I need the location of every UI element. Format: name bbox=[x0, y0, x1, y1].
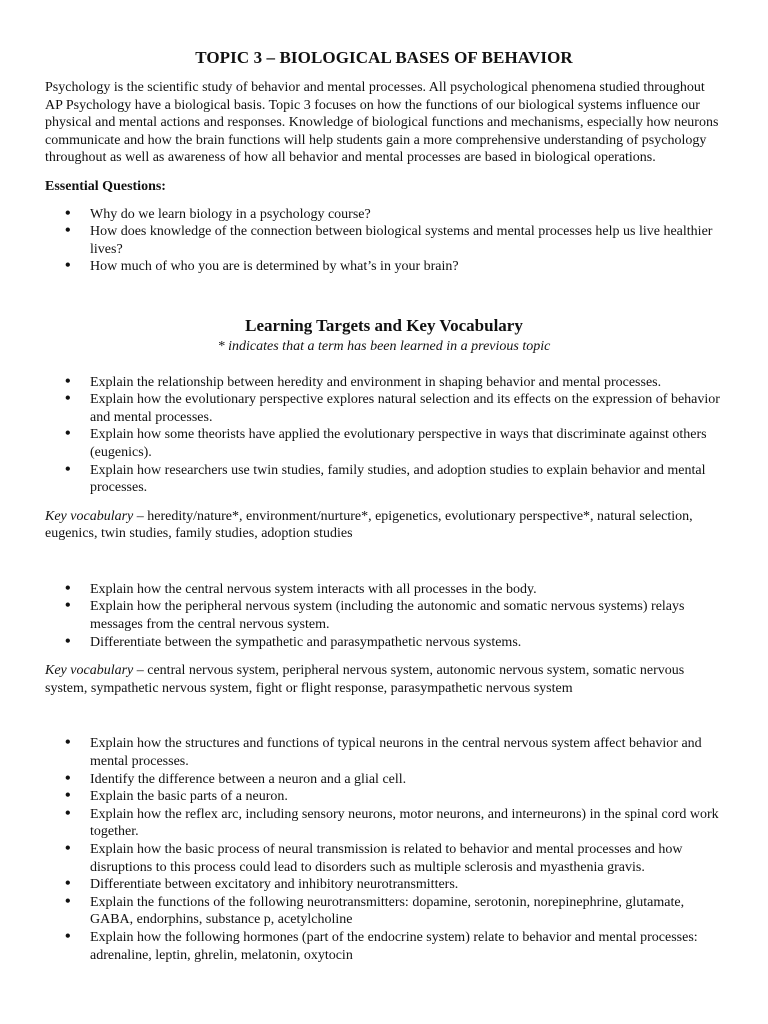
list-item: • Explain the relationship between heredity and environment in shaping behavior and mental processes. bbox=[45, 374, 723, 392]
list-item: • How much of who you are is determined by what’s in your brain? bbox=[45, 258, 723, 276]
list-item: • Explain the functions of the following neurotransmitters: dopamine, serotonin, norepinephrine, glutamate, GABA, endorphins, substance p, acetylcholine bbox=[45, 894, 723, 929]
key-vocabulary-terms: – central nervous system, peripheral nervous system, autonomic nervous system, somatic nervous system, sympathetic nervous system, fight or flight response, parasympathetic nervous system bbox=[45, 663, 685, 696]
learning-targets-list-3 bbox=[45, 735, 723, 964]
list-item: • Explain how the structures and functions of typical neurons in the central nervous system affect behavior and mental processes. bbox=[45, 735, 723, 770]
list-item: • Explain how the basic process of neural transmission is related to behavior and mental processes and how disruptions to this process could lead to disorders such as multiple sclerosis and myasthenia gravis. bbox=[45, 841, 723, 876]
list-item: • Explain how the reflex arc, including sensory neurons, motor neurons, and interneurons) in the spinal cord work together. bbox=[45, 806, 723, 841]
list-item: • Explain how some theorists have applied the evolutionary perspective in ways that discriminate against others (eugenics). bbox=[45, 426, 723, 461]
list-item: • Why do we learn biology in a psychology course? bbox=[45, 206, 723, 224]
essential-questions-heading: Essential Questions: bbox=[45, 178, 166, 194]
learning-targets-heading: Learning Targets and Key Vocabulary bbox=[245, 315, 523, 335]
learning-targets-list-2 bbox=[45, 581, 723, 651]
list-item: • Differentiate between the sympathetic and parasympathetic nervous systems. bbox=[45, 634, 723, 652]
key-vocabulary-terms: – heredity/nature*, environment/nurture*, epigenetics, evolutionary perspective*, natural selection, eugenics, twin studies, family studies, adoption studies bbox=[45, 508, 693, 542]
list-item: • Differentiate between excitatory and inhibitory neurotransmitters. bbox=[45, 876, 723, 894]
list-item: • How does knowledge of the connection between biological systems and mental processes help us live healthier lives? bbox=[45, 223, 723, 258]
list-item: • Explain how the central nervous system interacts with all processes in the body. bbox=[45, 581, 723, 599]
document-title: TOPIC 3 – BIOLOGICAL BASES OF BEHAVIOR bbox=[195, 48, 573, 67]
list-item: • Identify the difference between a neuron and a glial cell. bbox=[45, 771, 723, 789]
key-vocabulary-label: Key vocabulary bbox=[45, 508, 134, 524]
list-item: • Explain how the following hormones (part of the endocrine system) relate to behavior and mental processes: adrenaline, leptin, ghrelin, melatonin, oxytocin bbox=[45, 929, 723, 964]
key-vocabulary-2 bbox=[45, 662, 723, 697]
key-vocabulary-label: Key vocabulary bbox=[45, 663, 134, 679]
learning-targets-list-1 bbox=[45, 374, 723, 497]
previous-topic-note: * indicates that a term has been learned in a previous topic bbox=[217, 338, 551, 354]
list-item: • Explain the basic parts of a neuron. bbox=[45, 788, 723, 806]
intro-paragraph: Psychology is the scientific study of behavior and mental processes. All psychological phenomena studied throughout AP Psychology have a biological basis. Topic 3 focuses on how the functions of our biological systems influence our physical and mental actions and responses. Knowledge of biological functions and mechanisms, especially how neurons communicate and how the brain functions will help students gain a more comprehensive understanding of psychology throughout as well as awareness of how all behavior and mental processes are based in biological operations. bbox=[45, 80, 719, 166]
list-item: • Explain how the peripheral nervous system (including the autonomic and somatic nervous systems) relays messages from the central nervous system. bbox=[45, 598, 723, 633]
key-vocabulary-1 bbox=[45, 508, 723, 543]
essential-questions-list bbox=[45, 206, 723, 276]
list-item: • Explain how researchers use twin studies, family studies, and adoption studies to explain behavior and mental processes. bbox=[45, 462, 723, 497]
list-item: • Explain how the evolutionary perspective explores natural selection and its effects on the expression of behavior and mental processes. bbox=[45, 391, 723, 426]
